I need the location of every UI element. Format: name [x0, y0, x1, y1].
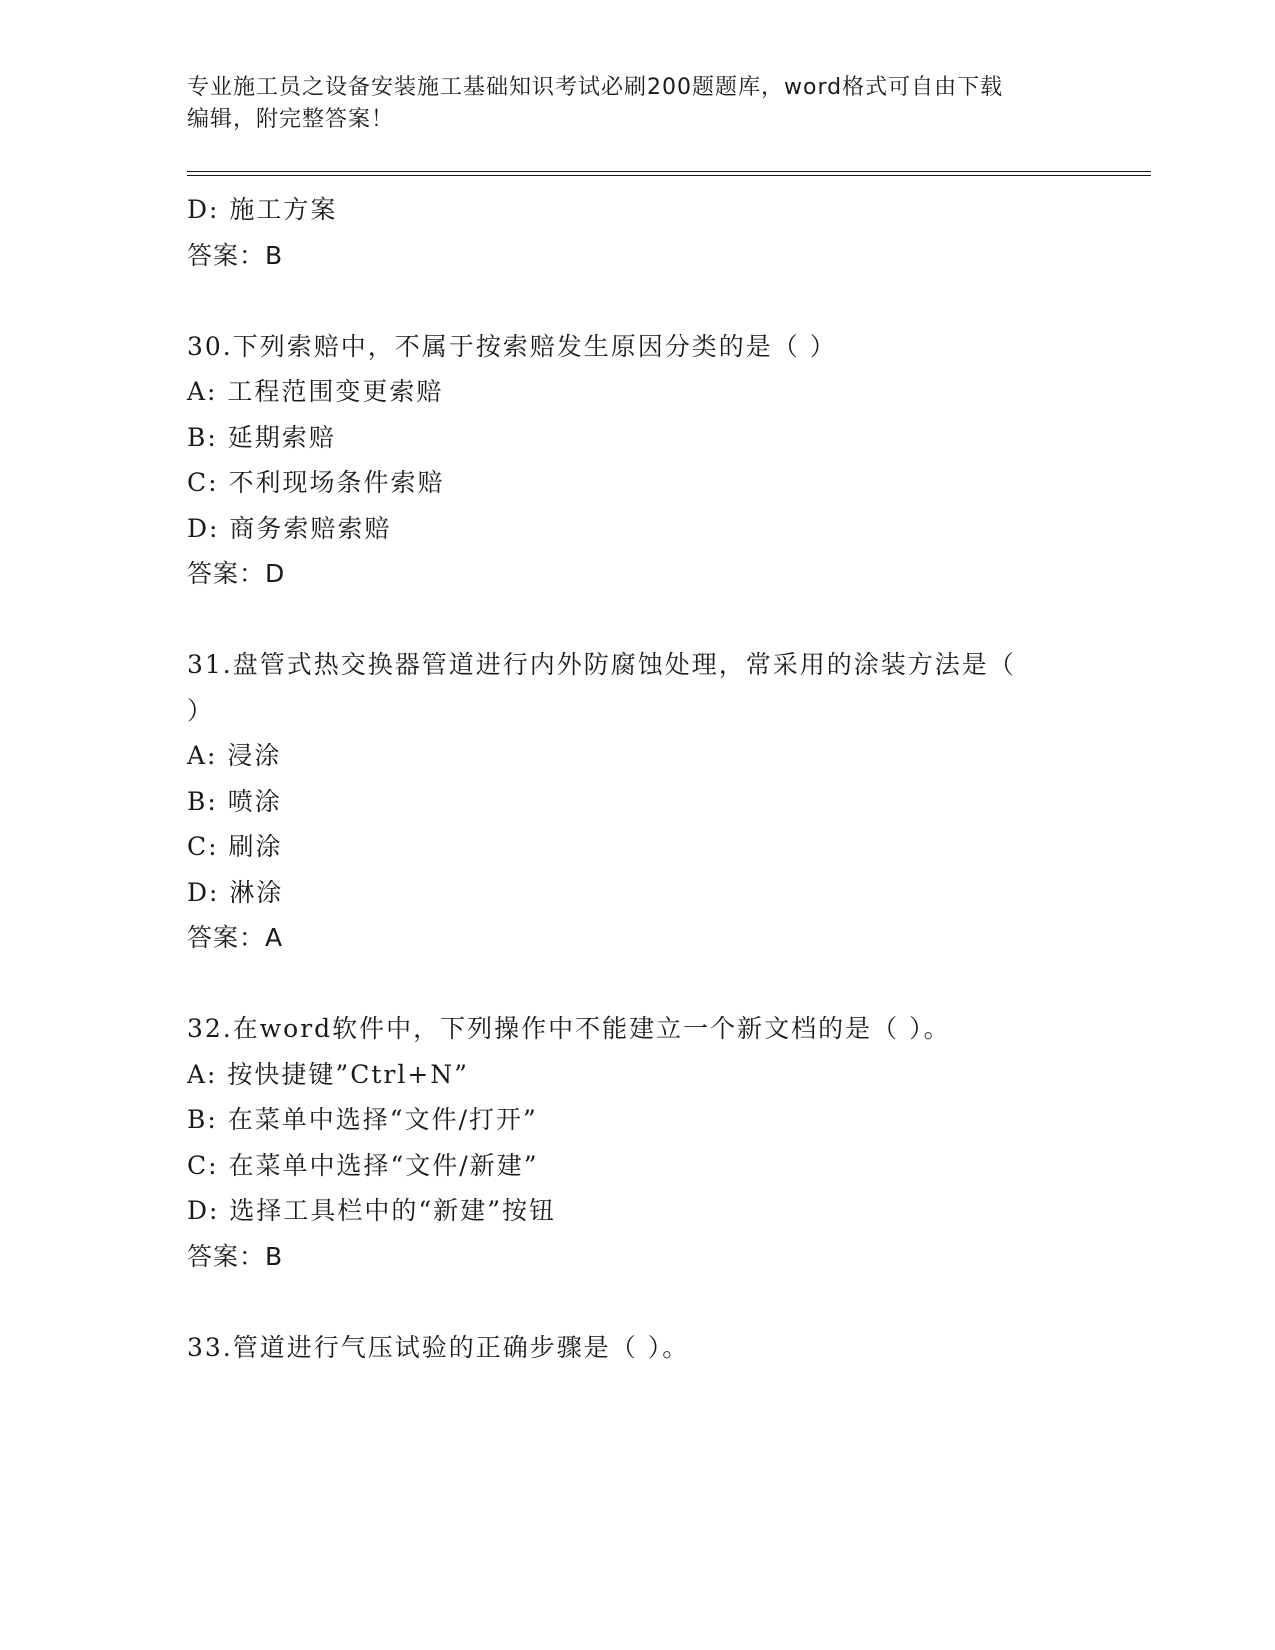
question-33 [187, 1325, 1087, 1371]
answer-line: 答案：D [187, 559, 286, 588]
option-d: D: 施工方案 [187, 195, 338, 224]
question-32 [187, 1006, 1087, 1279]
question-stem: 33.管道进行气压试验的正确步骤是（ ）。 [187, 1332, 690, 1362]
option-d: D: 商务索赔索赔 [187, 513, 392, 543]
question-30 [187, 324, 1087, 597]
question-stem: 30.下列索赔中，不属于按索赔发生原因分类的是（ ） [187, 331, 837, 361]
option-b: B: 在菜单中选择“文件/打开” [187, 1105, 538, 1134]
question-list [187, 187, 1087, 1370]
option-d: D: 选择工具栏中的“新建”按钮 [187, 1196, 556, 1225]
answer-line: 答案：B [187, 1241, 284, 1271]
question-stem: 32.在word软件中，下列操作中不能建立一个新文档的是（ ）。 [187, 1014, 951, 1043]
option-b: B: 延期索赔 [187, 422, 336, 452]
answer-line: 答案：A [187, 923, 284, 952]
option-d: D: 淋涂 [187, 877, 284, 907]
option-a: A: 工程范围变更索赔 [187, 377, 444, 406]
document-header [187, 72, 1067, 136]
header-title-line-2: 编辑，附完整答案！ [187, 107, 395, 132]
header-rule-bottom [187, 175, 1151, 176]
option-c: C: 在菜单中选择“文件/新建” [187, 1150, 539, 1180]
question-31 [187, 642, 1087, 961]
header-rule-top [187, 171, 1151, 172]
option-c: C: 刷涂 [187, 832, 283, 861]
header-title-line-1: 专业施工员之设备安装施工基础知识考试必刷200题题库，word格式可自由下载 [187, 75, 1004, 100]
option-a: A: 按快捷键”Ctrl+N” [187, 1059, 469, 1089]
option-c: C: 不利现场条件索赔 [187, 468, 445, 497]
answer-line: 答案：B [187, 240, 284, 270]
question-stem: 31.盘管式热交换器管道进行内外防腐蚀处理，常采用的涂装方法是（ [187, 650, 1016, 679]
option-b: B: 喷涂 [187, 786, 282, 816]
option-a: A: 浸涂 [187, 741, 282, 770]
question-stem-continuation: ） [187, 695, 215, 725]
